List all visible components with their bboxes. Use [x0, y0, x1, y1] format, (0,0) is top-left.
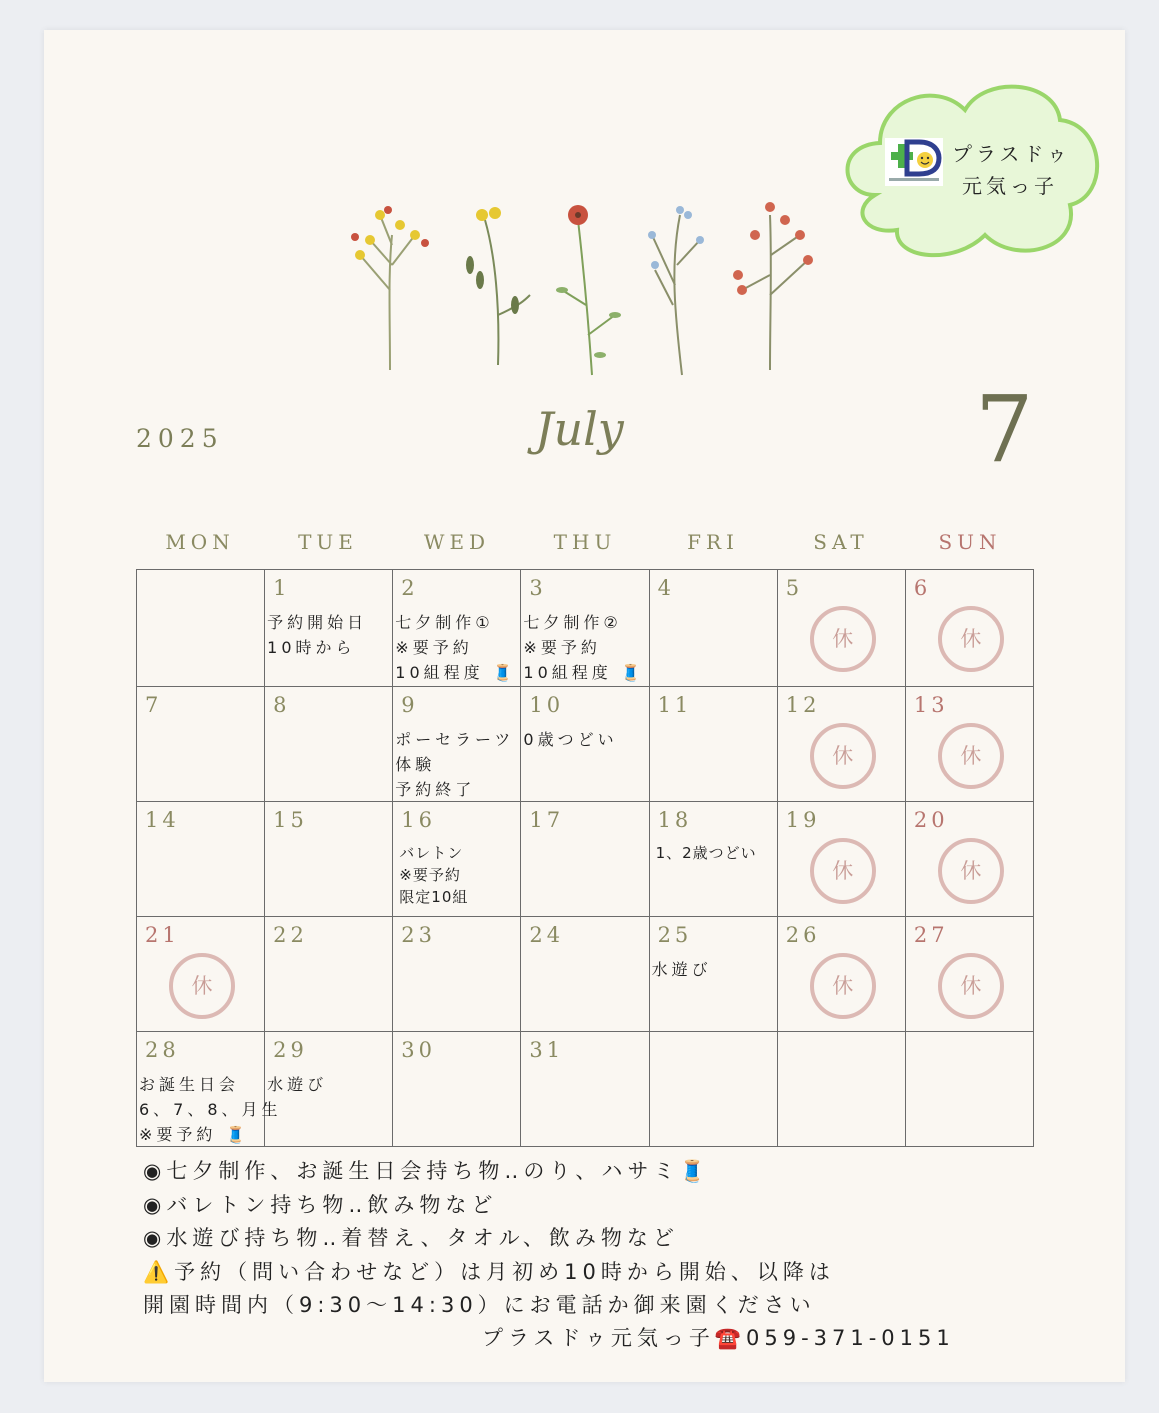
weekday-thu: THU — [553, 530, 617, 554]
day-number: 13 — [913, 693, 949, 717]
calendar-day-cell — [265, 917, 393, 1032]
calendar-day-cell — [905, 687, 1033, 802]
calendar-day-cell — [777, 570, 905, 687]
calendar-day-cell — [137, 802, 265, 917]
calendar-week — [137, 917, 1034, 1032]
day-number: 12 — [785, 693, 821, 717]
calendar-day-cell — [265, 802, 393, 917]
day-number: 21 — [145, 923, 180, 947]
calendar-week — [137, 1032, 1034, 1147]
calendar-day-cell — [649, 917, 777, 1032]
brand-name — [952, 138, 1071, 202]
day-number: 29 — [273, 1038, 308, 1062]
day-event: 水遊び — [651, 960, 712, 979]
day-number: 10 — [529, 693, 565, 717]
day-number: 6 — [913, 576, 932, 600]
calendar-day-cell — [137, 917, 265, 1032]
calendar-day-cell — [649, 1032, 777, 1147]
day-number: 8 — [273, 693, 291, 717]
logo-icon — [885, 138, 943, 186]
weekday-header — [136, 530, 1034, 558]
calendar-day-cell — [777, 687, 905, 802]
day-number: 18 — [657, 808, 693, 832]
day-number: 4 — [657, 576, 675, 600]
calendar-day-cell — [521, 687, 649, 802]
calendar-day-cell — [265, 1032, 393, 1147]
note-line: ⚠️予約（問い合わせなど）は月初め10時から開始、以降は — [143, 1259, 835, 1284]
month-name: July — [535, 402, 624, 456]
day-number: 20 — [913, 808, 949, 832]
calendar-grid — [136, 569, 1034, 1147]
brand-line-2: 元気っ子 — [962, 174, 1058, 198]
weekday-sat: SAT — [813, 530, 869, 554]
calendar-week — [137, 802, 1034, 917]
day-number: 23 — [401, 923, 437, 947]
day-number: 17 — [529, 808, 565, 832]
weekday-fri: FRI — [687, 530, 739, 554]
calendar-day-cell — [905, 570, 1033, 687]
calendar-day-cell — [777, 1032, 905, 1147]
day-number: 19 — [785, 808, 821, 832]
day-number: 11 — [657, 693, 693, 717]
closed-day-badge: 休 — [938, 953, 1004, 1019]
day-event: バレトン ※要予約 限定10組 — [399, 844, 469, 906]
calendar-day-cell — [137, 687, 265, 802]
calendar-day-cell — [393, 1032, 521, 1147]
closed-day-badge: 休 — [938, 838, 1004, 904]
calendar-day-cell — [265, 570, 393, 687]
day-number: 2 — [401, 576, 419, 600]
day-event: お誕生日会 6、7、8、月生 ※要予約 🧵 — [139, 1075, 282, 1144]
day-event: 七夕制作① ※要予約 10組程度 🧵 — [395, 613, 517, 682]
calendar-day-cell — [265, 687, 393, 802]
calendar-day-cell — [521, 1032, 649, 1147]
calendar-day-cell — [137, 570, 265, 687]
day-number: 24 — [529, 923, 565, 947]
day-number: 1 — [273, 576, 291, 600]
calendar-day-cell — [393, 687, 521, 802]
day-number: 5 — [785, 576, 804, 600]
note-line: 開園時間内（9:30〜14:30）にお電話か御来園ください — [143, 1293, 816, 1317]
calendar-day-cell — [905, 917, 1033, 1032]
calendar-day-cell — [777, 802, 905, 917]
closed-day-badge: 休 — [938, 723, 1004, 789]
closed-day-badge: 休 — [810, 606, 876, 672]
day-number: 15 — [273, 808, 308, 832]
day-event: 七夕制作② ※要予約 10組程度 🧵 — [523, 613, 645, 682]
calendar-day-cell — [905, 802, 1033, 917]
day-number: 3 — [529, 576, 547, 600]
day-number: 26 — [785, 923, 821, 947]
notes — [143, 1155, 835, 1323]
calendar-day-cell — [905, 1032, 1033, 1147]
day-number: 16 — [401, 808, 437, 832]
day-number: 25 — [657, 923, 693, 947]
calendar-day-cell — [649, 570, 777, 687]
weekday-mon: MON — [165, 530, 235, 554]
day-number: 22 — [273, 923, 308, 947]
calendar-day-cell — [649, 687, 777, 802]
day-event: 1、2歳つどい — [655, 844, 757, 862]
calendar-week — [137, 687, 1034, 802]
calendar-day-cell — [521, 917, 649, 1032]
weekday-tue: TUE — [298, 530, 358, 554]
contact-line: プラスドゥ元気っ子☎️059-371-0151 — [482, 1326, 955, 1350]
closed-day-badge: 休 — [169, 953, 235, 1019]
calendar-day-cell — [777, 917, 905, 1032]
day-number: 14 — [145, 808, 180, 832]
note-line: ◉水遊び持ち物‥着替え、タオル、飲み物など — [143, 1226, 679, 1250]
day-number: 7 — [145, 693, 163, 717]
year-label: 2025 — [136, 424, 224, 453]
closed-day-badge: 休 — [938, 606, 1004, 672]
calendar-day-cell — [649, 802, 777, 917]
day-number: 27 — [913, 923, 949, 947]
calendar-day-cell — [393, 570, 521, 687]
closed-day-badge: 休 — [810, 953, 876, 1019]
day-event: 予約開始日 10時から — [267, 613, 368, 657]
day-event: 0歳つどい — [523, 730, 618, 749]
day-event: 水遊び — [267, 1075, 328, 1094]
calendar-day-cell — [137, 1032, 282, 1147]
day-event: ポーセラーツ 体験 予約終了 — [395, 730, 515, 799]
brand-line-1: プラスドゥ — [952, 142, 1071, 166]
day-number: 9 — [401, 693, 419, 717]
day-number: 30 — [401, 1038, 437, 1062]
weekday-sun: SUN — [938, 530, 1002, 554]
calendar-week — [137, 570, 1034, 687]
note-line: ◉七夕制作、お誕生日会持ち物‥のり、ハサミ🧵 — [143, 1159, 711, 1183]
day-number: 28 — [145, 1038, 180, 1062]
calendar-day-cell — [393, 802, 521, 917]
calendar-day-cell — [521, 570, 649, 687]
calendar-day-cell — [521, 802, 649, 917]
note-line: ◉バレトン持ち物‥飲み物など — [143, 1192, 498, 1217]
closed-day-badge: 休 — [810, 838, 876, 904]
closed-day-badge: 休 — [810, 723, 876, 789]
calendar-day-cell — [393, 917, 521, 1032]
day-number: 31 — [529, 1038, 565, 1062]
weekday-wed: WED — [423, 530, 491, 554]
month-number: 7 — [975, 376, 1034, 483]
flower-illustration — [330, 195, 830, 385]
